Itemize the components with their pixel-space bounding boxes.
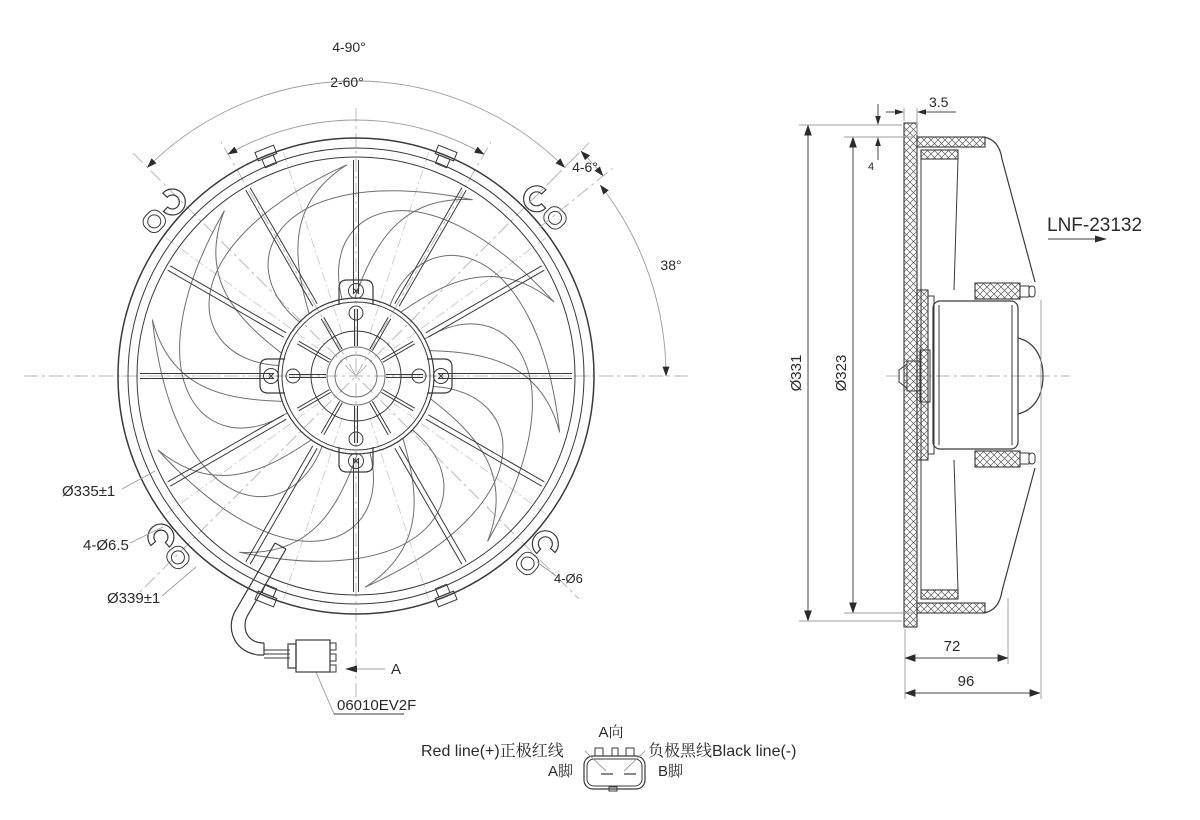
connector-body xyxy=(296,640,330,672)
venturi-bottom xyxy=(917,603,985,613)
pin-b-label: B脚 xyxy=(658,763,684,780)
holes-6-label: 4-Ø6 xyxy=(554,571,583,586)
motor-bracket-bottom xyxy=(975,451,1020,467)
dia-335-label: Ø335±1 xyxy=(62,483,116,500)
holes-6-5-label: 4-Ø6.5 xyxy=(83,537,129,554)
motor xyxy=(933,286,1043,464)
shroud-wall-top xyxy=(983,137,1035,282)
section-a-arrow xyxy=(345,666,385,673)
motor-adapter xyxy=(917,290,928,460)
pin-view xyxy=(421,724,796,791)
venturi-top xyxy=(917,137,985,147)
model-number-label: LNF-23132 xyxy=(1047,215,1143,236)
dim-4-6-label: 4-6° xyxy=(572,159,598,175)
view-a-label: A xyxy=(391,661,402,678)
hook-brackets xyxy=(138,180,572,580)
motor-bracket-top xyxy=(975,283,1020,299)
pin-view-title: A向 xyxy=(598,724,624,741)
centerline-120deg xyxy=(221,142,356,376)
connector-collar xyxy=(288,644,296,668)
blade-tip-top xyxy=(921,150,958,159)
front-view xyxy=(24,39,688,714)
arc-4-90 xyxy=(147,81,564,167)
dim-96-label: 96 xyxy=(957,673,975,690)
shroud-wall-bottom xyxy=(983,468,1035,613)
black-wire-label: 负极黑线Black line(-) xyxy=(648,743,797,760)
dia-339-label: Ø339±1 xyxy=(107,590,161,607)
dim-38-label: 38° xyxy=(660,257,682,273)
dim-4-90-label: 4-90° xyxy=(332,39,366,55)
cable-and-connector xyxy=(231,543,336,672)
connector-model-label: 06010EV2F xyxy=(337,697,417,714)
dia-331-label: Ø331 xyxy=(788,354,805,392)
dim-4-label: 4 xyxy=(867,161,875,173)
arc-38 xyxy=(600,185,666,376)
dim-2-60-label: 2-60° xyxy=(330,74,364,90)
red-wire-label: Red line(+)正极红线 xyxy=(421,743,564,760)
mounting-flange xyxy=(904,123,917,627)
blade-tip-bottom xyxy=(921,590,958,599)
pin-a-label: A脚 xyxy=(548,763,574,780)
side-view xyxy=(788,94,1142,699)
angular-dimensions xyxy=(147,81,666,376)
dim-72-label: 72 xyxy=(943,638,961,655)
dim-3-5-label: 3.5 xyxy=(929,94,949,110)
pin-connector-outline xyxy=(584,748,645,791)
dia-323-label: Ø323 xyxy=(833,354,850,392)
leader-lines xyxy=(122,471,556,714)
